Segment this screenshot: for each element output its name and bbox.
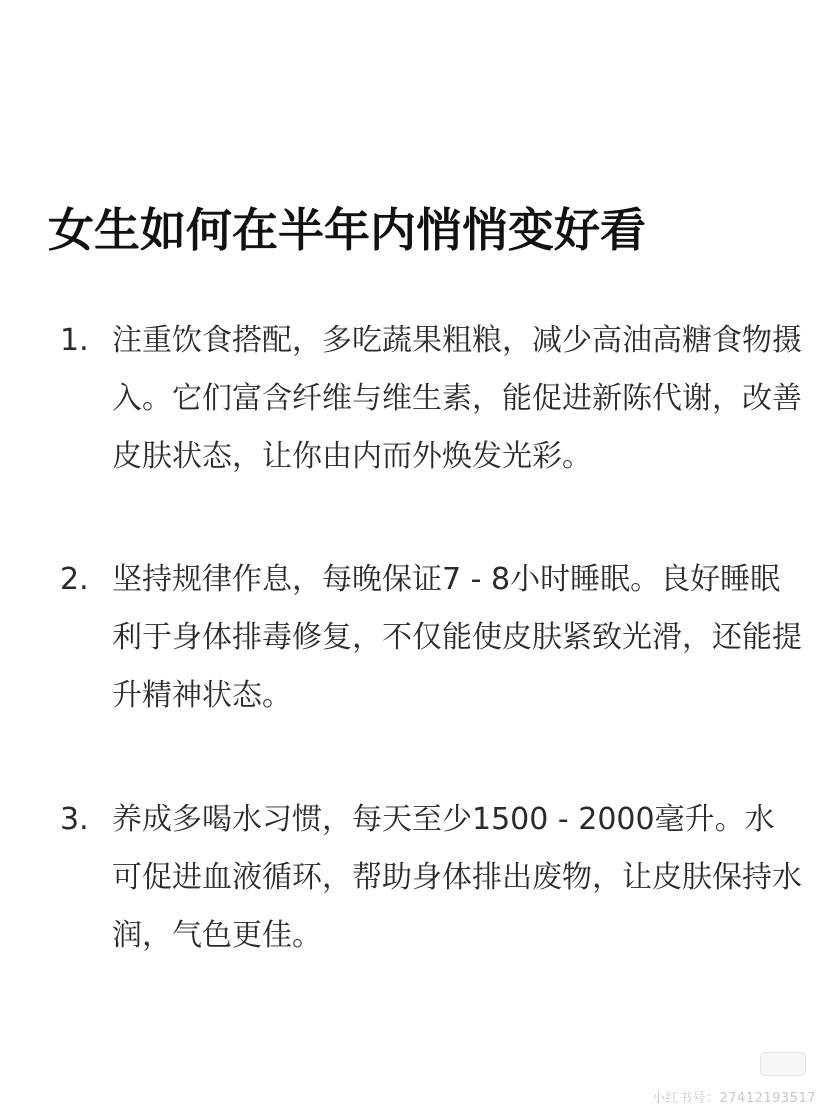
list-item-text: 养成多喝水习惯，每天至少1500 - 2000毫升。水可促进血液循环，帮助身体排出废物，让皮肤保持水润，气色更佳。: [112, 802, 802, 953]
watermark-logo: [760, 1052, 806, 1076]
list-item-number: 1.: [60, 323, 89, 358]
list-item-number: 2.: [60, 562, 89, 597]
watermark-text: 小红书号：27412193517: [652, 1091, 816, 1106]
list-item-number: 3.: [60, 802, 89, 837]
list-item-text: 坚持规律作息，每晚保证7 - 8小时睡眠。良好睡眠利于身体排毒修复，不仅能使皮肤紧致光滑，还能提升精神状态。: [112, 562, 802, 713]
list-item-text: 注重饮食搭配，多吃蔬果粗粮，减少高油高糖食物摄入。它们富含纤维与维生素，能促进新陈代谢，改善皮肤状态，让你由内而外焕发光彩。: [112, 323, 802, 474]
page-title: 女生如何在半年内悄悄变好看: [48, 203, 646, 257]
